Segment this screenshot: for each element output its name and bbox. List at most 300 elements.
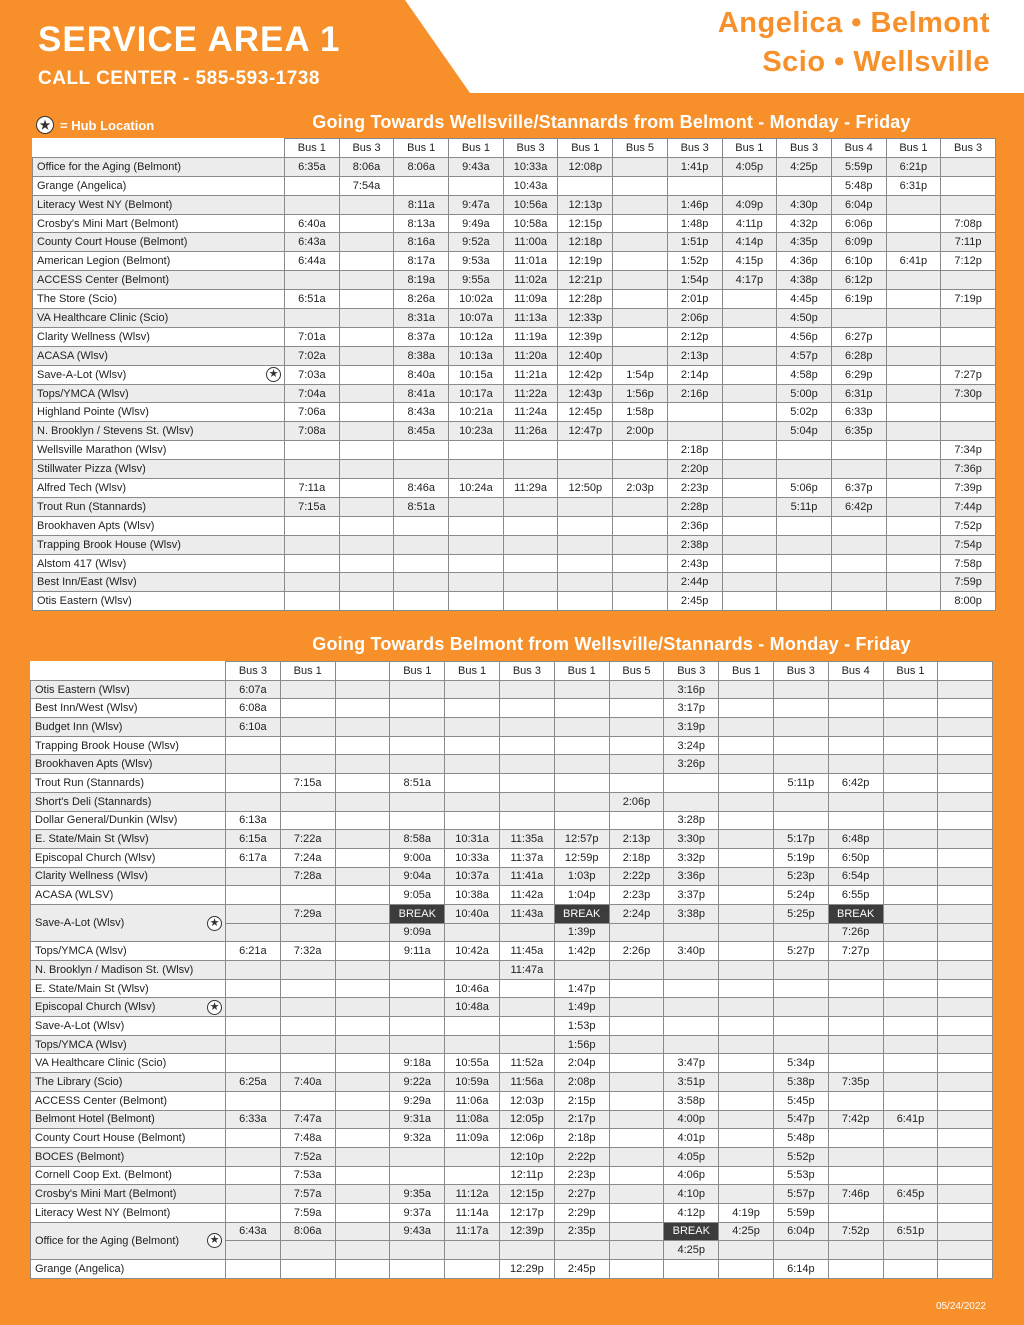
time-cell xyxy=(941,309,996,328)
stop-name: Office for the Aging (Belmont) xyxy=(35,1234,180,1247)
time-cell: 6:10p xyxy=(831,252,886,271)
time-cell xyxy=(938,774,993,793)
time-cell xyxy=(339,460,394,479)
bus-header: Bus 3 xyxy=(667,139,722,158)
time-cell xyxy=(883,830,938,849)
stop-name: E. State/Main St (Wlsv) xyxy=(35,982,149,995)
time-cell xyxy=(719,680,774,699)
call-center-number: CALL CENTER - 585-593-1738 xyxy=(38,68,320,89)
time-cell xyxy=(828,1166,883,1185)
time-cell xyxy=(394,573,449,592)
stop-name: N. Brooklyn / Stevens St. (Wlsv) xyxy=(37,425,194,438)
time-cell: 8:06a xyxy=(280,1222,335,1241)
time-cell xyxy=(938,923,993,942)
time-cell: 12:06p xyxy=(499,1129,554,1148)
time-cell xyxy=(613,271,668,290)
time-cell xyxy=(828,792,883,811)
time-cell xyxy=(445,1017,500,1036)
time-cell: 6:21a xyxy=(226,942,281,961)
stop-name-cell xyxy=(31,1185,226,1204)
hub-legend xyxy=(36,116,154,134)
time-cell: 5:11p xyxy=(777,497,832,516)
time-cell: 11:09a xyxy=(445,1129,500,1148)
stop-name: Office for the Aging (Belmont) xyxy=(37,160,182,173)
stop-name: Trapping Brook House (Wlsv) xyxy=(37,538,181,551)
time-cell xyxy=(339,214,394,233)
time-cell xyxy=(335,1166,390,1185)
time-cell xyxy=(609,923,664,942)
time-cell: 4:00p xyxy=(664,1110,719,1129)
stop-row xyxy=(33,479,996,498)
time-cell: 5:45p xyxy=(773,1091,828,1110)
time-cell: 5:02p xyxy=(777,403,832,422)
time-cell xyxy=(777,176,832,195)
time-cell xyxy=(226,1203,281,1222)
time-cell xyxy=(226,1166,281,1185)
stop-name: Brookhaven Apts (Wlsv) xyxy=(37,519,155,532)
time-cell: 5:23p xyxy=(773,867,828,886)
time-cell: 4:01p xyxy=(664,1129,719,1148)
time-cell: 7:53a xyxy=(280,1166,335,1185)
time-cell: 6:51p xyxy=(883,1222,938,1241)
time-cell xyxy=(883,680,938,699)
time-cell: 3:24p xyxy=(664,736,719,755)
time-cell: 4:30p xyxy=(777,195,832,214)
time-cell xyxy=(339,290,394,309)
time-cell xyxy=(828,1017,883,1036)
time-cell: 6:35p xyxy=(831,422,886,441)
time-cell: 1:41p xyxy=(667,157,722,176)
time-cell xyxy=(335,755,390,774)
stop-row xyxy=(31,961,993,980)
time-cell: 9:47a xyxy=(449,195,504,214)
stop-name-cell xyxy=(33,479,285,498)
bus-header: Bus 4 xyxy=(831,139,886,158)
time-cell: 2:15p xyxy=(554,1091,609,1110)
time-cell: 7:36p xyxy=(941,460,996,479)
time-cell xyxy=(719,718,774,737)
time-cell xyxy=(609,998,664,1017)
time-cell xyxy=(335,1241,390,1260)
time-cell xyxy=(883,699,938,718)
stop-name-cell xyxy=(31,1129,226,1148)
time-cell xyxy=(719,1073,774,1092)
time-cell xyxy=(664,961,719,980)
stop-name-cell xyxy=(31,1110,226,1129)
time-cell xyxy=(719,774,774,793)
stop-name-cell xyxy=(31,979,226,998)
time-cell: 7:19p xyxy=(941,290,996,309)
time-cell xyxy=(499,736,554,755)
time-cell xyxy=(938,1035,993,1054)
time-cell: 1:53p xyxy=(554,1017,609,1036)
time-cell xyxy=(777,554,832,573)
time-cell xyxy=(719,1147,774,1166)
time-cell: 6:08a xyxy=(226,699,281,718)
time-cell xyxy=(335,1110,390,1129)
time-cell: 7:58p xyxy=(941,554,996,573)
time-cell xyxy=(773,961,828,980)
time-cell xyxy=(280,1260,335,1279)
time-cell xyxy=(558,535,613,554)
stop-name-cell xyxy=(31,1260,226,1279)
stop-name-cell xyxy=(33,176,285,195)
time-cell: 11:24a xyxy=(503,403,558,422)
time-cell xyxy=(883,792,938,811)
time-cell: 7:46p xyxy=(828,1185,883,1204)
time-cell xyxy=(390,1147,445,1166)
time-cell: 9:52a xyxy=(449,233,504,252)
stop-row xyxy=(33,157,996,176)
time-cell xyxy=(445,961,500,980)
bus-header: Bus 3 xyxy=(226,662,281,681)
bus-header: Bus 1 xyxy=(285,139,340,158)
time-cell: 2:17p xyxy=(554,1110,609,1129)
time-cell xyxy=(339,497,394,516)
stop-row xyxy=(31,904,993,923)
time-cell: 8:43a xyxy=(394,403,449,422)
time-cell xyxy=(773,1017,828,1036)
time-cell xyxy=(883,811,938,830)
time-cell xyxy=(883,736,938,755)
time-cell xyxy=(339,346,394,365)
time-cell xyxy=(667,403,722,422)
time-cell xyxy=(445,1241,500,1260)
stop-name: Belmont Hotel (Belmont) xyxy=(35,1113,155,1126)
bus-header: Bus 3 xyxy=(773,662,828,681)
time-cell: 7:04a xyxy=(285,384,340,403)
time-cell xyxy=(226,1241,281,1260)
time-cell: 4:25p xyxy=(719,1222,774,1241)
bus-header: Bus 1 xyxy=(554,662,609,681)
stop-name: Tops/YMCA (Wlsv) xyxy=(35,945,127,958)
time-cell xyxy=(773,699,828,718)
time-cell xyxy=(390,961,445,980)
stop-name: Clarity Wellness (Wlsv) xyxy=(35,870,148,883)
time-cell xyxy=(499,718,554,737)
time-cell: 5:52p xyxy=(773,1147,828,1166)
time-cell: 2:38p xyxy=(667,535,722,554)
time-cell: 6:43a xyxy=(285,233,340,252)
time-cell: 7:32a xyxy=(280,942,335,961)
time-cell: 11:02a xyxy=(503,271,558,290)
time-cell xyxy=(664,1017,719,1036)
time-cell: 1:54p xyxy=(613,365,668,384)
time-cell: 7:34p xyxy=(941,441,996,460)
time-cell xyxy=(280,680,335,699)
time-cell: 7:30p xyxy=(941,384,996,403)
time-cell: 6:19p xyxy=(831,290,886,309)
time-cell xyxy=(335,1260,390,1279)
time-cell: 11:09a xyxy=(503,290,558,309)
time-cell xyxy=(828,979,883,998)
time-cell xyxy=(828,1054,883,1073)
time-cell xyxy=(226,904,281,923)
time-cell: 2:36p xyxy=(667,516,722,535)
time-cell xyxy=(226,867,281,886)
time-cell xyxy=(883,1166,938,1185)
time-cell xyxy=(886,365,941,384)
stop-row xyxy=(33,573,996,592)
time-cell: 9:05a xyxy=(390,886,445,905)
time-cell xyxy=(280,979,335,998)
time-cell: 10:59a xyxy=(445,1073,500,1092)
time-cell xyxy=(722,384,777,403)
stop-name: Dollar General/Dunkin (Wlsv) xyxy=(35,814,178,827)
revision-date: 05/24/2022 xyxy=(935,1301,986,1312)
schedule-table-to-belmont xyxy=(30,661,993,1279)
time-cell xyxy=(883,867,938,886)
time-cell xyxy=(886,535,941,554)
time-cell: 6:40a xyxy=(285,214,340,233)
time-cell xyxy=(335,1203,390,1222)
time-cell: 5:59p xyxy=(773,1203,828,1222)
time-cell xyxy=(554,736,609,755)
stop-name-cell xyxy=(33,195,285,214)
time-cell xyxy=(886,441,941,460)
time-cell xyxy=(828,1147,883,1166)
time-cell xyxy=(773,736,828,755)
time-cell: 8:45a xyxy=(394,422,449,441)
time-cell: 10:15a xyxy=(449,365,504,384)
time-cell xyxy=(664,923,719,942)
time-cell xyxy=(719,998,774,1017)
time-cell xyxy=(445,736,500,755)
time-cell: 7:03a xyxy=(285,365,340,384)
towns-line-2: Scio • Wellsville xyxy=(762,46,990,78)
stop-row xyxy=(33,535,996,554)
time-cell: 8:06a xyxy=(394,157,449,176)
time-cell xyxy=(777,441,832,460)
time-cell xyxy=(883,1035,938,1054)
time-cell xyxy=(499,680,554,699)
time-cell xyxy=(280,1091,335,1110)
time-cell xyxy=(558,573,613,592)
time-cell xyxy=(390,718,445,737)
time-cell: 6:13a xyxy=(226,811,281,830)
time-cell: 9:22a xyxy=(390,1073,445,1092)
time-cell: 11:42a xyxy=(499,886,554,905)
time-cell: 1:56p xyxy=(613,384,668,403)
time-cell xyxy=(777,535,832,554)
time-cell xyxy=(503,497,558,516)
time-cell: 1:49p xyxy=(554,998,609,1017)
time-cell: 7:12p xyxy=(941,252,996,271)
time-cell: 9:31a xyxy=(390,1110,445,1129)
time-cell xyxy=(445,774,500,793)
time-cell: 11:01a xyxy=(503,252,558,271)
time-cell: 10:13a xyxy=(449,346,504,365)
time-cell: 12:39p xyxy=(499,1222,554,1241)
stop-row xyxy=(33,365,996,384)
stop-name-cell xyxy=(33,573,285,592)
stop-row xyxy=(33,252,996,271)
time-cell: 10:21a xyxy=(449,403,504,422)
time-cell xyxy=(831,460,886,479)
time-cell: 10:37a xyxy=(445,867,500,886)
time-cell: 2:03p xyxy=(613,479,668,498)
time-cell: 6:28p xyxy=(831,346,886,365)
time-cell: 4:56p xyxy=(777,327,832,346)
time-cell: 2:23p xyxy=(554,1166,609,1185)
bus-header: Bus 1 xyxy=(886,139,941,158)
time-cell xyxy=(941,271,996,290)
time-cell: 12:45p xyxy=(558,403,613,422)
time-cell: 8:13a xyxy=(394,214,449,233)
time-cell xyxy=(335,792,390,811)
stop-name: Tops/YMCA (Wlsv) xyxy=(37,387,129,400)
stop-name-cell xyxy=(33,554,285,573)
time-cell: 7:48a xyxy=(280,1129,335,1148)
bus-header: Bus 1 xyxy=(445,662,500,681)
time-cell: 8:00p xyxy=(941,592,996,611)
towns-line-1: Angelica • Belmont xyxy=(717,7,990,39)
stop-name: Cornell Coop Ext. (Belmont) xyxy=(35,1169,172,1182)
time-cell xyxy=(613,214,668,233)
time-cell: 4:35p xyxy=(777,233,832,252)
time-cell xyxy=(883,1147,938,1166)
time-cell: 12:15p xyxy=(499,1185,554,1204)
time-cell xyxy=(941,157,996,176)
time-cell xyxy=(719,904,774,923)
time-cell xyxy=(280,923,335,942)
time-cell xyxy=(390,1017,445,1036)
time-cell: 5:04p xyxy=(777,422,832,441)
time-cell xyxy=(777,592,832,611)
stop-name: Best Inn/West (Wlsv) xyxy=(35,702,138,715)
time-cell xyxy=(339,441,394,460)
time-cell xyxy=(609,680,664,699)
time-cell xyxy=(335,1054,390,1073)
stop-name-cell xyxy=(33,384,285,403)
time-cell: 4:38p xyxy=(777,271,832,290)
time-cell xyxy=(828,1260,883,1279)
time-cell: 8:46a xyxy=(394,479,449,498)
time-cell xyxy=(339,309,394,328)
time-cell: 6:09p xyxy=(831,233,886,252)
time-cell xyxy=(667,422,722,441)
schedule-table-to-wellsville xyxy=(32,138,996,611)
stop-name: Save-A-Lot (Wlsv) xyxy=(37,368,127,381)
time-cell: 3:36p xyxy=(664,867,719,886)
time-cell xyxy=(886,233,941,252)
time-cell: 11:12a xyxy=(445,1185,500,1204)
time-cell: 8:41a xyxy=(394,384,449,403)
time-cell xyxy=(831,554,886,573)
time-cell: 5:48p xyxy=(831,176,886,195)
time-cell xyxy=(554,755,609,774)
time-cell xyxy=(938,1222,993,1241)
time-cell: 6:04p xyxy=(831,195,886,214)
time-cell xyxy=(938,1017,993,1036)
stop-name: Trout Run (Stannards) xyxy=(35,776,145,789)
time-cell xyxy=(503,516,558,535)
time-cell xyxy=(719,811,774,830)
time-cell xyxy=(335,961,390,980)
time-cell xyxy=(394,176,449,195)
time-cell: 2:22p xyxy=(609,867,664,886)
time-cell xyxy=(773,1241,828,1260)
stop-name-cell xyxy=(31,755,226,774)
time-cell: 9:04a xyxy=(390,867,445,886)
time-cell: 4:05p xyxy=(664,1147,719,1166)
time-cell xyxy=(938,1260,993,1279)
time-cell: 6:50p xyxy=(828,848,883,867)
time-cell xyxy=(285,535,340,554)
time-cell xyxy=(445,811,500,830)
stop-name-cell xyxy=(31,961,226,980)
stop-name: Literacy West NY (Belmont) xyxy=(35,1206,171,1219)
time-cell xyxy=(831,309,886,328)
bus-header: Bus 4 xyxy=(828,662,883,681)
time-cell xyxy=(394,554,449,573)
time-cell xyxy=(828,1241,883,1260)
stop-name-cell xyxy=(31,867,226,886)
time-cell: 7:02a xyxy=(285,346,340,365)
time-cell: 5:24p xyxy=(773,886,828,905)
time-cell: 4:45p xyxy=(777,290,832,309)
time-cell: 8:19a xyxy=(394,271,449,290)
time-cell xyxy=(335,830,390,849)
time-cell: 9:29a xyxy=(390,1091,445,1110)
stop-name: Highland Pointe (Wlsv) xyxy=(37,406,149,419)
time-cell xyxy=(938,904,993,923)
stop-row xyxy=(33,271,996,290)
time-cell: 6:29p xyxy=(831,365,886,384)
time-cell xyxy=(280,886,335,905)
time-cell xyxy=(613,535,668,554)
stop-row xyxy=(33,554,996,573)
bus-header: Bus 3 xyxy=(941,139,996,158)
time-cell xyxy=(828,1035,883,1054)
time-cell: 2:14p xyxy=(667,365,722,384)
stop-name: ACCESS Center (Belmont) xyxy=(35,1094,168,1107)
time-cell xyxy=(609,1222,664,1241)
time-cell xyxy=(886,592,941,611)
time-cell xyxy=(609,1260,664,1279)
time-cell xyxy=(613,516,668,535)
time-cell: 7:59a xyxy=(280,1203,335,1222)
time-cell xyxy=(335,718,390,737)
time-cell xyxy=(609,1147,664,1166)
time-cell: 6:41p xyxy=(886,252,941,271)
time-cell xyxy=(828,755,883,774)
time-cell xyxy=(828,1203,883,1222)
time-cell xyxy=(941,403,996,422)
time-cell xyxy=(613,309,668,328)
time-cell: 11:17a xyxy=(445,1222,500,1241)
service-area-title: SERVICE AREA 1 xyxy=(38,20,341,59)
time-cell xyxy=(883,942,938,961)
time-cell xyxy=(226,1147,281,1166)
bus-header-row xyxy=(33,139,996,158)
time-cell xyxy=(335,904,390,923)
time-cell xyxy=(285,516,340,535)
time-cell xyxy=(938,680,993,699)
time-cell xyxy=(280,718,335,737)
time-cell: 9:18a xyxy=(390,1054,445,1073)
time-cell xyxy=(941,422,996,441)
stop-name: Tops/YMCA (Wlsv) xyxy=(35,1038,127,1051)
bus-header-row xyxy=(31,662,993,681)
time-cell xyxy=(226,1260,281,1279)
time-cell xyxy=(280,1054,335,1073)
time-cell: 1:58p xyxy=(613,403,668,422)
time-cell: 6:43a xyxy=(226,1222,281,1241)
stop-name-cell xyxy=(31,792,226,811)
stop-name: Otis Eastern (Wlsv) xyxy=(37,595,132,608)
time-cell: 7:11p xyxy=(941,233,996,252)
